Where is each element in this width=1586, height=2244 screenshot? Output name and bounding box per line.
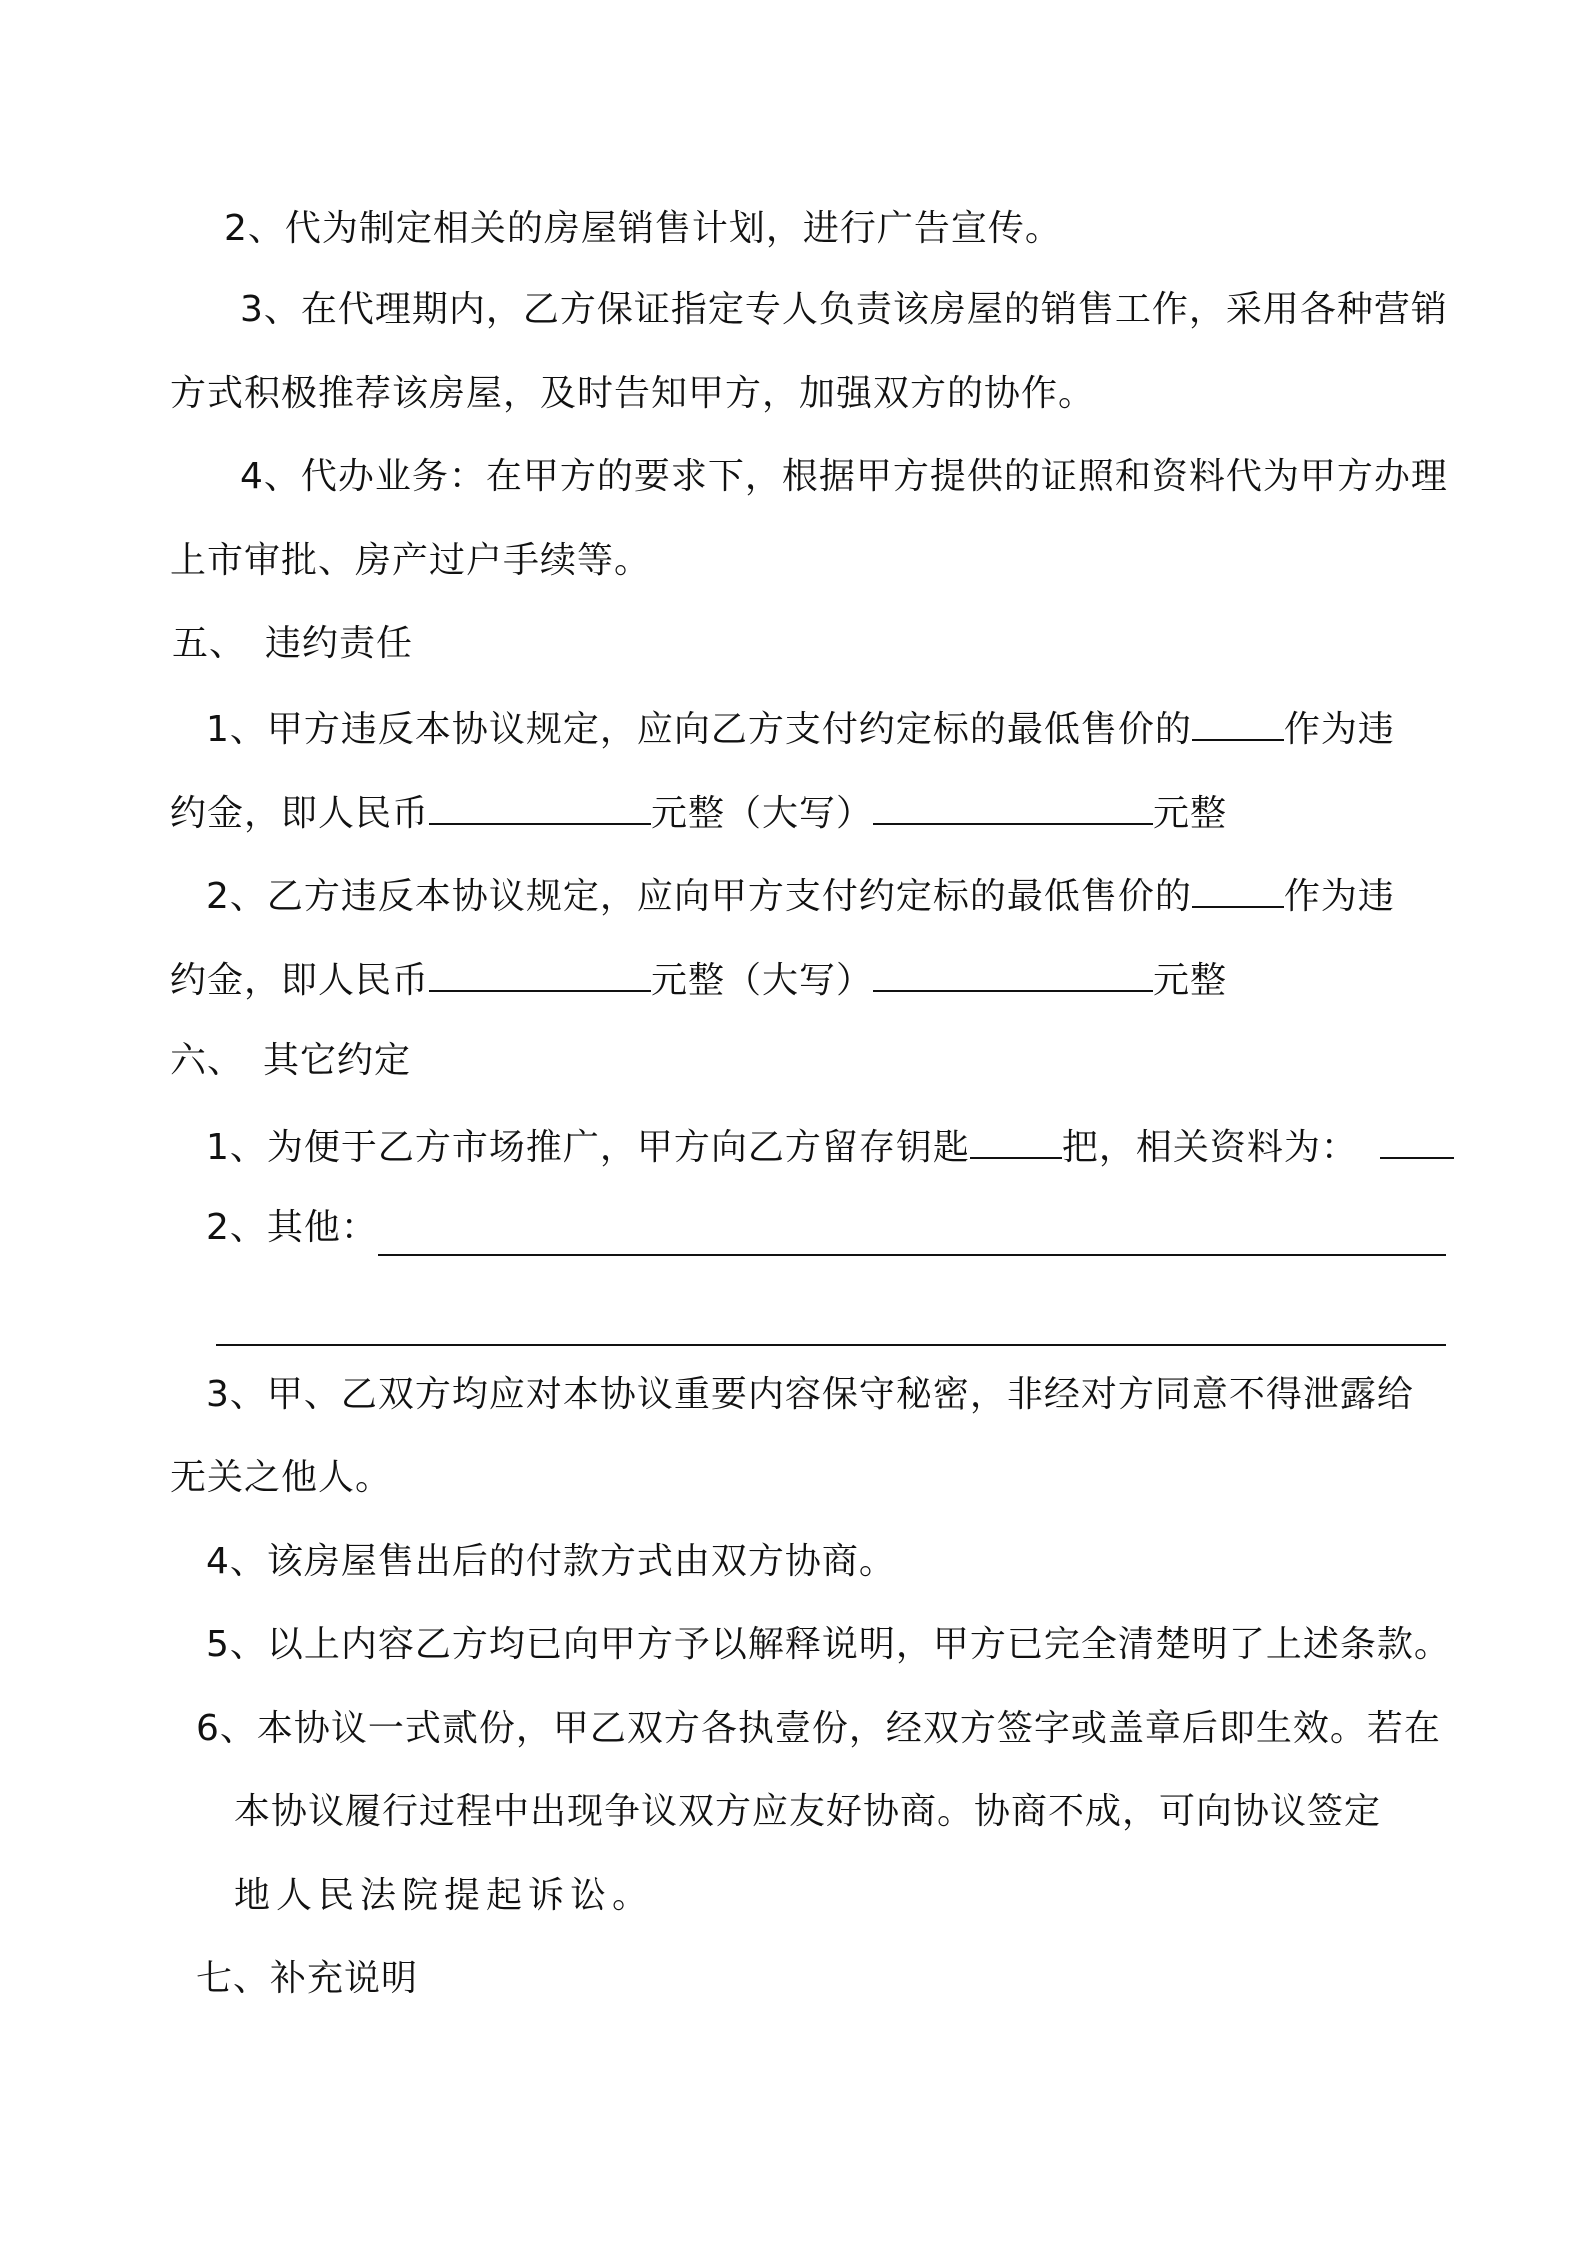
section-6-heading: 六、 其它约定 — [170, 1040, 412, 1081]
clause-4-3-line-2: 方式积极推荐该房屋，及时告知甲方，加强双方的协作。 — [170, 373, 1096, 414]
clause-6-1-text-b: 把，相关资料为： — [1061, 1127, 1358, 1168]
penalty-amount-words-blank-2[interactable] — [873, 954, 1153, 992]
clause-5-1-line-1 — [206, 703, 1395, 754]
clause-6-5: 5、以上内容乙方均已向甲方予以解释说明，甲方已完全清楚明了上述条款。 — [206, 1624, 1451, 1665]
clause-6-6-line-3: 地人民法院提起诉讼。 — [234, 1875, 655, 1916]
clause-6-1 — [206, 1121, 1454, 1172]
clause-5-2-text-a: 2、乙方违反本协议规定，应向甲方支付约定标的最低售价的 — [206, 876, 1192, 917]
clause-6-6-line-2: 本协议履行过程中出现争议双方应友好协商。协商不成，可向协议签定 — [234, 1791, 1382, 1832]
clause-5-1-text-b: 作为违 — [1283, 709, 1395, 750]
key-count-blank[interactable] — [970, 1121, 1062, 1159]
clause-5-2-line-2 — [170, 954, 1227, 1005]
clause-6-6-line-1: 6、本协议一式贰份，甲乙双方各执壹份，经双方签字或盖章后即生效。若在 — [196, 1708, 1441, 1749]
related-materials-blank[interactable] — [1380, 1121, 1454, 1159]
section-5-heading: 五、 违约责任 — [172, 623, 414, 664]
clause-6-2-label: 2、其他： — [206, 1207, 378, 1248]
penalty-amount-blank-1[interactable] — [429, 787, 651, 825]
penalty-rate-blank-2[interactable] — [1192, 870, 1284, 908]
clause-5-2-text-e: 元整 — [1153, 960, 1228, 1001]
penalty-rate-blank-1[interactable] — [1192, 703, 1284, 741]
clause-4-4-line-2: 上市审批、房产过户手续等。 — [170, 540, 652, 581]
clause-5-2-text-c: 约金，即人民币 — [170, 960, 430, 1001]
clause-5-1-text-e: 元整 — [1153, 793, 1228, 834]
clause-5-1-text-a: 1、甲方违反本协议规定，应向乙方支付约定标的最低售价的 — [206, 709, 1192, 750]
clause-6-3-line-1: 3、甲、乙双方均应对本协议重要内容保守秘密，非经对方同意不得泄露给 — [206, 1374, 1414, 1415]
clause-4-4-line-1: 4、代办业务：在甲方的要求下，根据甲方提供的证照和资料代为甲方办理 — [240, 456, 1448, 497]
penalty-amount-words-blank-1[interactable] — [873, 787, 1153, 825]
other-terms-line-2[interactable] — [216, 1344, 1446, 1346]
clause-4-2: 2、代为制定相关的房屋销售计划，进行广告宣传。 — [224, 208, 1062, 249]
clause-5-2-text-d: 元整（大写） — [651, 960, 874, 1001]
clause-5-2-line-1 — [206, 870, 1395, 921]
clause-5-1-text-d: 元整（大写） — [651, 793, 874, 834]
section-7-heading: 七、补充说明 — [196, 1958, 419, 1999]
other-terms-line-1[interactable] — [378, 1254, 1446, 1256]
clause-5-1-line-2 — [170, 787, 1227, 838]
clause-6-3-line-2: 无关之他人。 — [170, 1457, 393, 1498]
penalty-amount-blank-2[interactable] — [429, 954, 651, 992]
clause-5-1-text-c: 约金，即人民币 — [170, 793, 430, 834]
clause-6-4: 4、该房屋售出后的付款方式由双方协商。 — [206, 1541, 896, 1582]
clause-5-2-text-b: 作为违 — [1283, 876, 1395, 917]
clause-6-1-text-a: 1、为便于乙方市场推广，甲方向乙方留存钥匙 — [206, 1127, 970, 1168]
clause-4-3-line-1: 3、在代理期内，乙方保证指定专人负责该房屋的销售工作，采用各种营销 — [240, 289, 1448, 330]
